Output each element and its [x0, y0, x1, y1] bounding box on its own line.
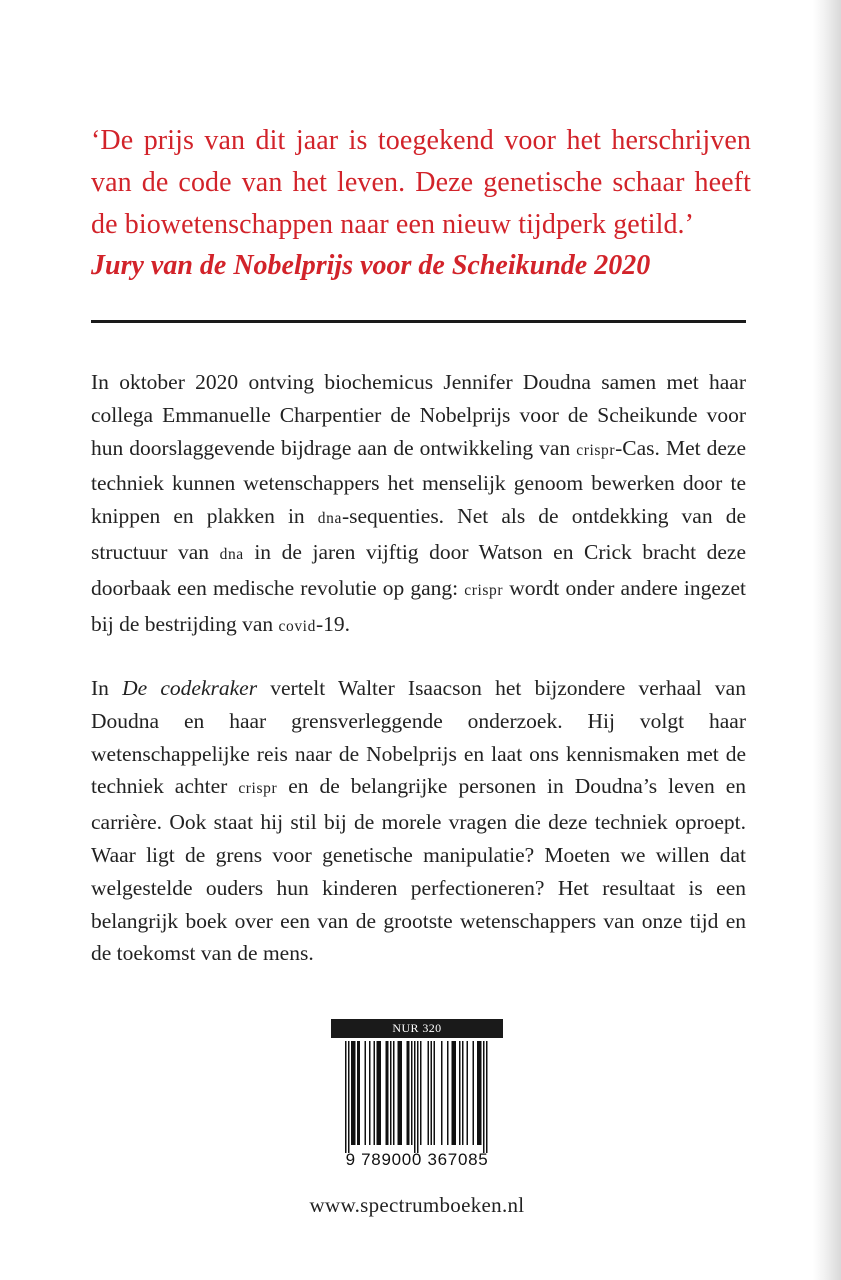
barcode-bar: [479, 1041, 481, 1145]
barcode-bar: [398, 1041, 400, 1145]
barcode-bar: [354, 1041, 356, 1145]
barcode-bar: [345, 1041, 347, 1153]
barcode-bar: [353, 1041, 355, 1145]
blurb-paragraph-1: [91, 366, 746, 643]
barcode-bar: [441, 1041, 443, 1145]
isbn-number: 9 789000 367085: [345, 1150, 489, 1169]
barcode-bar: [411, 1041, 413, 1145]
text-segment: en de belangrijke personen in Doudna’s leven en carrière. Ook staat hij stil bij de morele vragen die deze techniek oproept. Waar ligt de grens voor genetische manipulatie? Moeten we willen dat welgestelde ouders hun kinderen perfectioneren? Het resultaat is een belangrijk boek over een van de grootste wetenschappers van onze tijd en de toekomst van de mens.: [91, 774, 746, 966]
barcode-bar: [369, 1041, 371, 1145]
text-segment: -sequenties. Net als de ontdekking van de structuur van: [91, 504, 747, 564]
barcode-bar: [459, 1041, 461, 1145]
barcode-bar: [477, 1041, 479, 1145]
barcode-bars: [331, 1041, 503, 1153]
barcode-bar: [393, 1041, 395, 1145]
barcode-bar: [407, 1041, 409, 1145]
barcode-bar: [455, 1041, 457, 1145]
small-caps-term: crispr: [464, 581, 504, 599]
barcode-bar: [483, 1041, 485, 1153]
small-caps-term: dna: [219, 545, 244, 563]
page-edge-shadow: [813, 0, 841, 1280]
publisher-website: www.spectrumboeken.nl: [309, 1193, 525, 1217]
small-caps-term: crispr: [238, 780, 278, 798]
barcode-bar: [401, 1041, 403, 1145]
barcode-bar: [386, 1041, 388, 1145]
text-segment: -19.: [315, 611, 350, 636]
small-caps-term: covid: [278, 617, 316, 635]
small-caps-term: crispr: [576, 441, 616, 459]
barcode-bar: [414, 1041, 416, 1153]
barcode-bar: [357, 1041, 359, 1145]
barcode-bar: [434, 1041, 436, 1145]
book-title: De codekraker: [122, 676, 258, 700]
barcode-bar: [452, 1041, 454, 1145]
barcode-bar: [390, 1041, 392, 1145]
barcode-bar: [480, 1041, 482, 1145]
barcode-bar: [417, 1041, 419, 1153]
quote-attribution: Jury van de Nobelprijs voor de Scheikunde 2020: [91, 250, 651, 281]
barcode-bar: [348, 1041, 350, 1153]
barcode-bar: [408, 1041, 410, 1145]
text-segment: wordt onder andere ingezet bij de bestrijding van: [91, 575, 746, 636]
barcode-bar: [399, 1041, 401, 1145]
barcode-bar: [420, 1041, 422, 1145]
barcode-bar: [387, 1041, 389, 1145]
text-segment: vertelt Walter Isaacson het bijzondere verhaal van Doudna en haar grensverleggende onderzoek. Hij volgt haar wetenschappelijke reis naar de Nobelprijs en laat ons kennismaken met de techniek achter: [91, 676, 746, 799]
praise-quote: [91, 120, 751, 246]
barcode-bar: [467, 1041, 469, 1145]
barcode-bar: [374, 1041, 376, 1145]
barcode-bar: [377, 1041, 379, 1145]
quote-text: ‘De prijs van dit jaar is toegekend voor het herschrijven van de code van het leven. Deze genetische schaar heeft de biowetenschappen naar een nieuw tijdperk getild.’: [91, 125, 751, 240]
barcode-bar: [447, 1041, 449, 1145]
barcode-bar: [486, 1041, 488, 1153]
barcode-bar: [365, 1041, 367, 1145]
barcode-bar: [431, 1041, 433, 1145]
small-caps-term: dna: [317, 510, 342, 528]
barcode-bar: [473, 1041, 475, 1145]
barcode-bar: [359, 1041, 361, 1145]
isbn-barcode: [331, 1041, 503, 1153]
text-segment: in de jaren vijftig door Watson en Crick bracht deze doorbaak een medische revolutie op gang:: [91, 539, 747, 600]
divider-rule: [91, 320, 746, 323]
barcode-bar: [428, 1041, 430, 1145]
barcode-bar: [380, 1041, 382, 1145]
blurb-paragraph-2: [91, 672, 746, 970]
text-segment: In: [91, 676, 123, 700]
barcode-bar: [453, 1041, 455, 1145]
text-segment: In oktober 2020 ontving biochemicus Jennifer Doudna samen met haar collega Emmanuelle Charpentier de Nobelprijs voor de Scheikunde voor hun doorslaggevende bijdrage aan de ontwikkeling van: [91, 370, 746, 460]
barcode-bar: [351, 1041, 353, 1145]
barcode-bar: [378, 1041, 380, 1145]
barcode-bar: [462, 1041, 464, 1145]
nur-label: NUR 320: [331, 1019, 503, 1038]
text-segment: -Cas. Met deze techniek kunnen wetenschappers het menselijk genoom bewerken door te knippen en plakken in: [91, 435, 747, 529]
